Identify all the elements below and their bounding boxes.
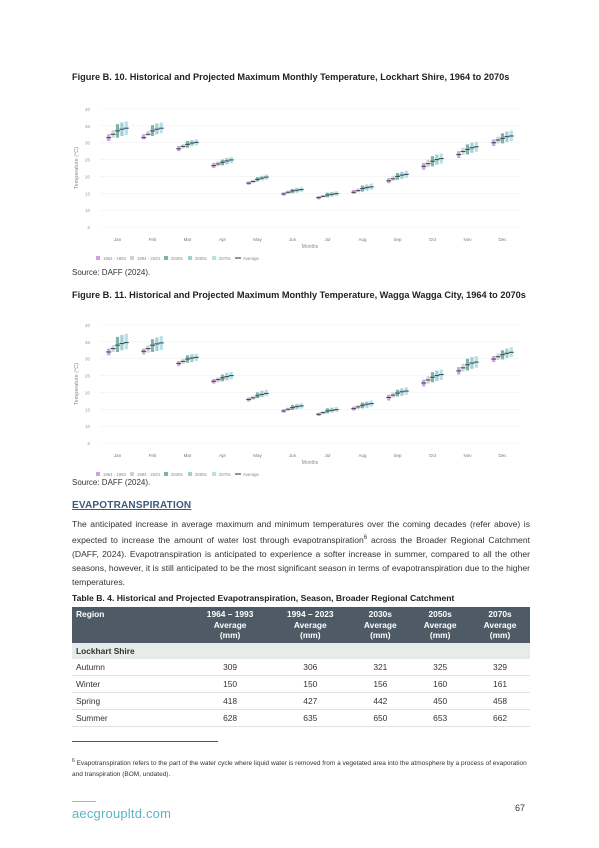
legend-swatch [164, 472, 168, 476]
x-tick-label: Feb [148, 237, 157, 242]
cell-value: 306 [270, 659, 350, 676]
brand-url[interactable]: aecgroupltd.com [72, 806, 172, 821]
table-group-row [72, 643, 530, 659]
y-tick-label: 10 [84, 424, 90, 430]
header-1994-2023: 1994 – 2023 Average (mm) [270, 607, 350, 643]
cell-value: 442 [350, 692, 410, 709]
legend-label: 1964 - 1993 [103, 256, 126, 261]
x-axis-label: Months [301, 460, 319, 466]
y-axis-label: Temperature (°C) [74, 146, 80, 190]
cell-season: Winter [72, 675, 190, 692]
cell-value: 635 [270, 709, 350, 726]
cell-value: 160 [410, 675, 470, 692]
cell-value: 450 [410, 692, 470, 709]
x-tick-label: Aug [358, 237, 367, 242]
x-tick-label: May [253, 237, 262, 242]
range-bar [142, 134, 145, 139]
y-tick-label: 5 [87, 441, 90, 446]
x-tick-label: May [253, 453, 262, 458]
legend-label: 2070s [219, 472, 231, 477]
figure-title: Figure B. 11. Historical and Projected Maximum Monthly Temperature, Wagga Wagga City, 1964 to 2070s [72, 290, 526, 300]
paragraph-part: across the Broader Regional Catchment (DAFF, 2024). Evapotranspiration is anticipated to experience a softer increase in summer, compared to all the other seasons, however, it is still anticipated to be the most significant season in terms of evapotranspiration due to the higher temperatures. [72, 534, 530, 587]
evapotranspiration-table [72, 607, 530, 727]
y-tick-label: 30 [84, 140, 90, 146]
legend-swatch [212, 256, 216, 260]
y-tick-label: 15 [84, 407, 90, 413]
x-axis-label: Months [301, 244, 319, 250]
page-number: 67 [515, 803, 526, 813]
header-1964-1993: 1964 – 1993 Average (mm) [190, 607, 270, 643]
footnote-divider [72, 741, 218, 742]
legend-swatch [130, 472, 134, 476]
legend-label: 2030s [171, 472, 183, 477]
group-label: Lockhart Shire [72, 643, 530, 659]
legend-label: 1994 - 2023 [137, 256, 160, 261]
header-2070s: 2070s Average (mm) [470, 607, 530, 643]
y-tick-label: 5 [87, 225, 90, 230]
y-tick-label: 40 [84, 107, 90, 112]
x-tick-label: Mar [183, 237, 192, 242]
cell-value: 309 [190, 659, 270, 676]
cell-value: 321 [350, 659, 410, 676]
cell-value: 329 [470, 659, 530, 676]
legend-swatch [188, 256, 192, 260]
y-tick-label: 40 [84, 323, 90, 328]
y-tick-label: 30 [84, 356, 90, 362]
y-tick-label: 25 [84, 157, 90, 163]
cell-season: Spring [72, 692, 190, 709]
legend-label: 1964 - 1993 [103, 472, 126, 477]
range-bar [125, 334, 128, 350]
chart-lockhart [68, 97, 528, 292]
table-row [72, 692, 530, 709]
table-title: Table B. 4. Historical and Projected Evapotranspiration, Season, Broader Regional Catchment [72, 593, 455, 603]
legend-swatch [96, 256, 100, 260]
table-row [72, 709, 530, 726]
cell-value: 418 [190, 692, 270, 709]
y-tick-label: 10 [84, 208, 90, 214]
cell-value: 662 [470, 709, 530, 726]
footer-divider [72, 801, 96, 802]
x-tick-label: Nov [463, 237, 472, 242]
cell-value: 427 [270, 692, 350, 709]
header-2050s: 2050s Average (mm) [410, 607, 470, 643]
table-row [72, 675, 530, 692]
cell-value: 653 [410, 709, 470, 726]
table-row [72, 659, 530, 676]
x-tick-label: Aug [358, 453, 367, 458]
x-tick-label: Apr [218, 453, 227, 458]
legend-swatch [212, 472, 216, 476]
legend-label: 2050s [195, 256, 207, 261]
figure-title: Figure B. 10. Historical and Projected Maximum Monthly Temperature, Lockhart Shire, 1964 to 2070s [72, 72, 510, 82]
legend-swatch [130, 256, 134, 260]
x-tick-label: Sep [393, 237, 402, 242]
x-tick-label: Nov [463, 453, 472, 458]
x-tick-label: Sep [393, 453, 402, 458]
cell-value: 156 [350, 675, 410, 692]
footnote [72, 756, 530, 780]
cell-season: Summer [72, 709, 190, 726]
legend-label: 2070s [219, 256, 231, 261]
table-header-row [72, 607, 530, 643]
footnote-number: 6 [72, 758, 75, 764]
range-bar [147, 131, 150, 136]
x-tick-label: Jan [113, 453, 122, 458]
y-tick-label: 35 [84, 339, 90, 345]
legend-swatch [164, 256, 168, 260]
header-region: Region [72, 607, 190, 643]
cell-value: 161 [470, 675, 530, 692]
x-tick-label: Feb [148, 453, 157, 458]
x-tick-label: Oct [428, 453, 437, 458]
legend-label: Average [243, 472, 259, 477]
cell-value: 628 [190, 709, 270, 726]
x-tick-label: Jan [113, 237, 122, 242]
paragraph-part: The anticipated increase in average maximum and minimum temperatures over the coming decades (refer above) is expected to increase the amount of water lost through evapotranspiration [72, 519, 530, 545]
legend-label: Average [243, 256, 259, 261]
chart-svg [68, 97, 528, 292]
legend-swatch [188, 472, 192, 476]
y-tick-label: 25 [84, 373, 90, 379]
x-tick-label: Mar [183, 453, 192, 458]
y-tick-label: 20 [84, 390, 90, 396]
cell-value: 325 [410, 659, 470, 676]
cell-value: 650 [350, 709, 410, 726]
header-2030s: 2030s Average (mm) [350, 607, 410, 643]
legend-label: 1994 - 2023 [137, 472, 160, 477]
legend-label: 2030s [171, 256, 183, 261]
cell-value: 458 [470, 692, 530, 709]
section-heading: EVAPOTRANSPIRATION [72, 500, 192, 511]
y-tick-label: 20 [84, 174, 90, 180]
y-axis-label: Temperature (°C) [74, 362, 80, 406]
legend-label: 2050s [195, 472, 207, 477]
x-tick-label: Dec [498, 237, 507, 242]
x-tick-label: Oct [428, 237, 437, 242]
x-tick-label: Jun [288, 237, 297, 242]
range-bar [116, 337, 119, 352]
x-tick-label: Jul [324, 237, 331, 242]
footnote-ref[interactable]: 6 [363, 535, 368, 541]
range-bar [120, 335, 123, 350]
x-tick-label: Apr [218, 237, 227, 242]
x-tick-label: Jun [288, 453, 297, 458]
legend-swatch [96, 472, 100, 476]
figure-source: Source: DAFF (2024). [72, 268, 151, 277]
x-tick-label: Dec [498, 453, 507, 458]
y-tick-label: 35 [84, 123, 90, 129]
x-tick-label: Jul [324, 453, 331, 458]
cell-value: 150 [270, 675, 350, 692]
footnote-text: Evapotranspiration refers to the part of the water cycle where liquid water is removed from a vegetated area into the atmosphere by a process of evaporation and transpiration (BOM, undated). [72, 760, 527, 779]
cell-season: Autumn [72, 659, 190, 676]
cell-value: 150 [190, 675, 270, 692]
body-paragraph [72, 517, 530, 589]
y-tick-label: 15 [84, 191, 90, 197]
figure-source: Source: DAFF (2024). [72, 478, 151, 487]
